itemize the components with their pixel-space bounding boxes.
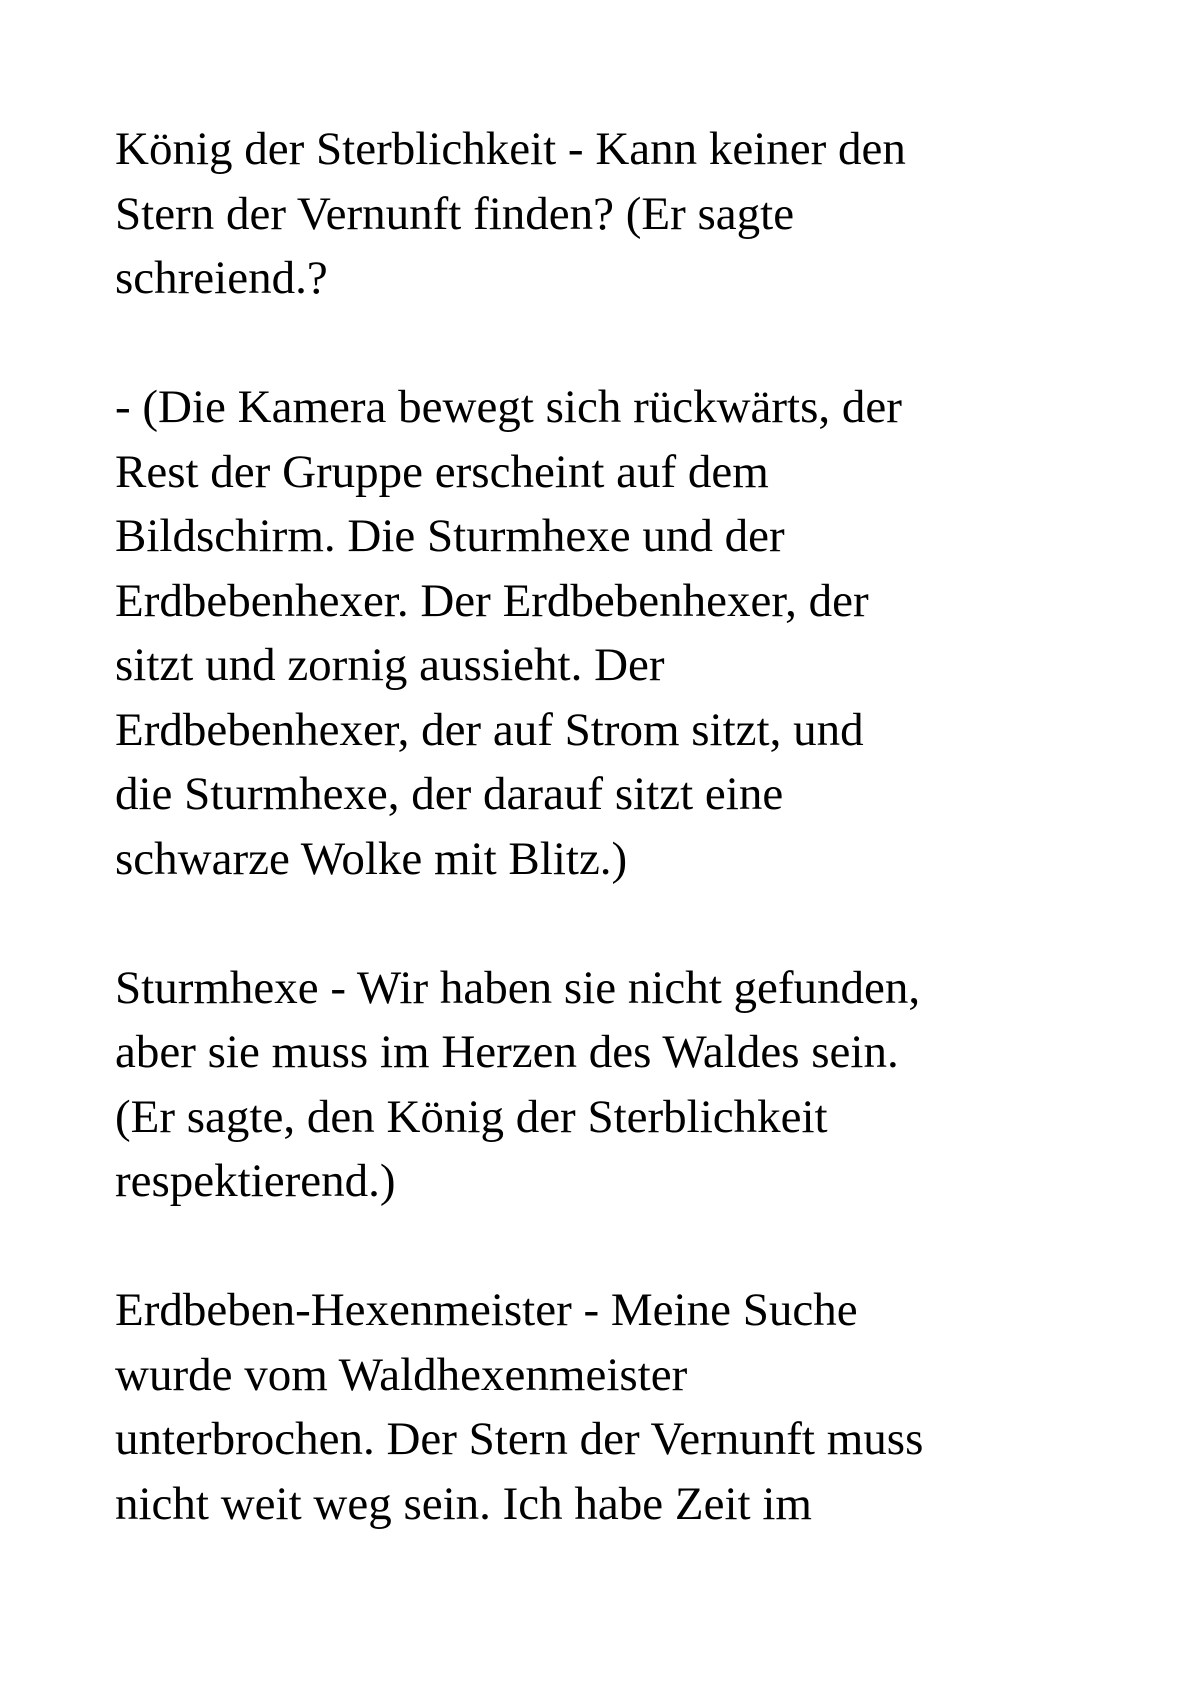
text-line: Rest der Gruppe erscheint auf dem: [115, 445, 769, 498]
text-line: respektierend.): [115, 1155, 396, 1207]
paragraph-koenig: [115, 117, 1135, 311]
text-line: schwarze Wolke mit Blitz.): [115, 832, 628, 885]
text-line: Erdbebenhexer, der auf Strom sitzt, und: [115, 703, 864, 756]
text-line: nicht weit weg sein. Ich habe Zeit im: [115, 1477, 812, 1530]
text-line: unterbrochen. Der Stern der Vernunft muss: [115, 1413, 924, 1465]
text-line: Bildschirm. Die Sturmhexe und der: [115, 510, 785, 562]
paragraph-stage-direction: [115, 375, 1135, 891]
text-line: wurde vom Waldhexenmeister: [115, 1348, 688, 1401]
paragraph-sturmhexe: [115, 956, 1135, 1214]
text-line: aber sie muss im Herzen des Waldes sein.: [115, 1026, 899, 1078]
text-line: Stern der Vernunft finden? (Er sagte: [115, 187, 795, 240]
paragraph-erdbeben-hexenmeister: [115, 1278, 1135, 1536]
text-line: Erdbeben-Hexenmeister - Meine Suche: [115, 1284, 858, 1336]
document-page: [115, 117, 1135, 1601]
text-line: sitzt und zornig aussieht. Der: [115, 639, 665, 691]
text-line: Erdbebenhexer. Der Erdbebenhexer, der: [115, 574, 869, 627]
text-line: Sturmhexe - Wir haben sie nicht gefunden,: [115, 961, 921, 1014]
text-line: die Sturmhexe, der darauf sitzt eine: [115, 768, 784, 820]
text-line: schreiend.?: [115, 252, 328, 304]
text-line: - (Die Kamera bewegt sich rückwärts, der: [115, 381, 902, 433]
text-line: (Er sagte, den König der Sterblichkeit: [115, 1090, 828, 1143]
text-line: König der Sterblichkeit - Kann keiner den: [115, 123, 906, 175]
